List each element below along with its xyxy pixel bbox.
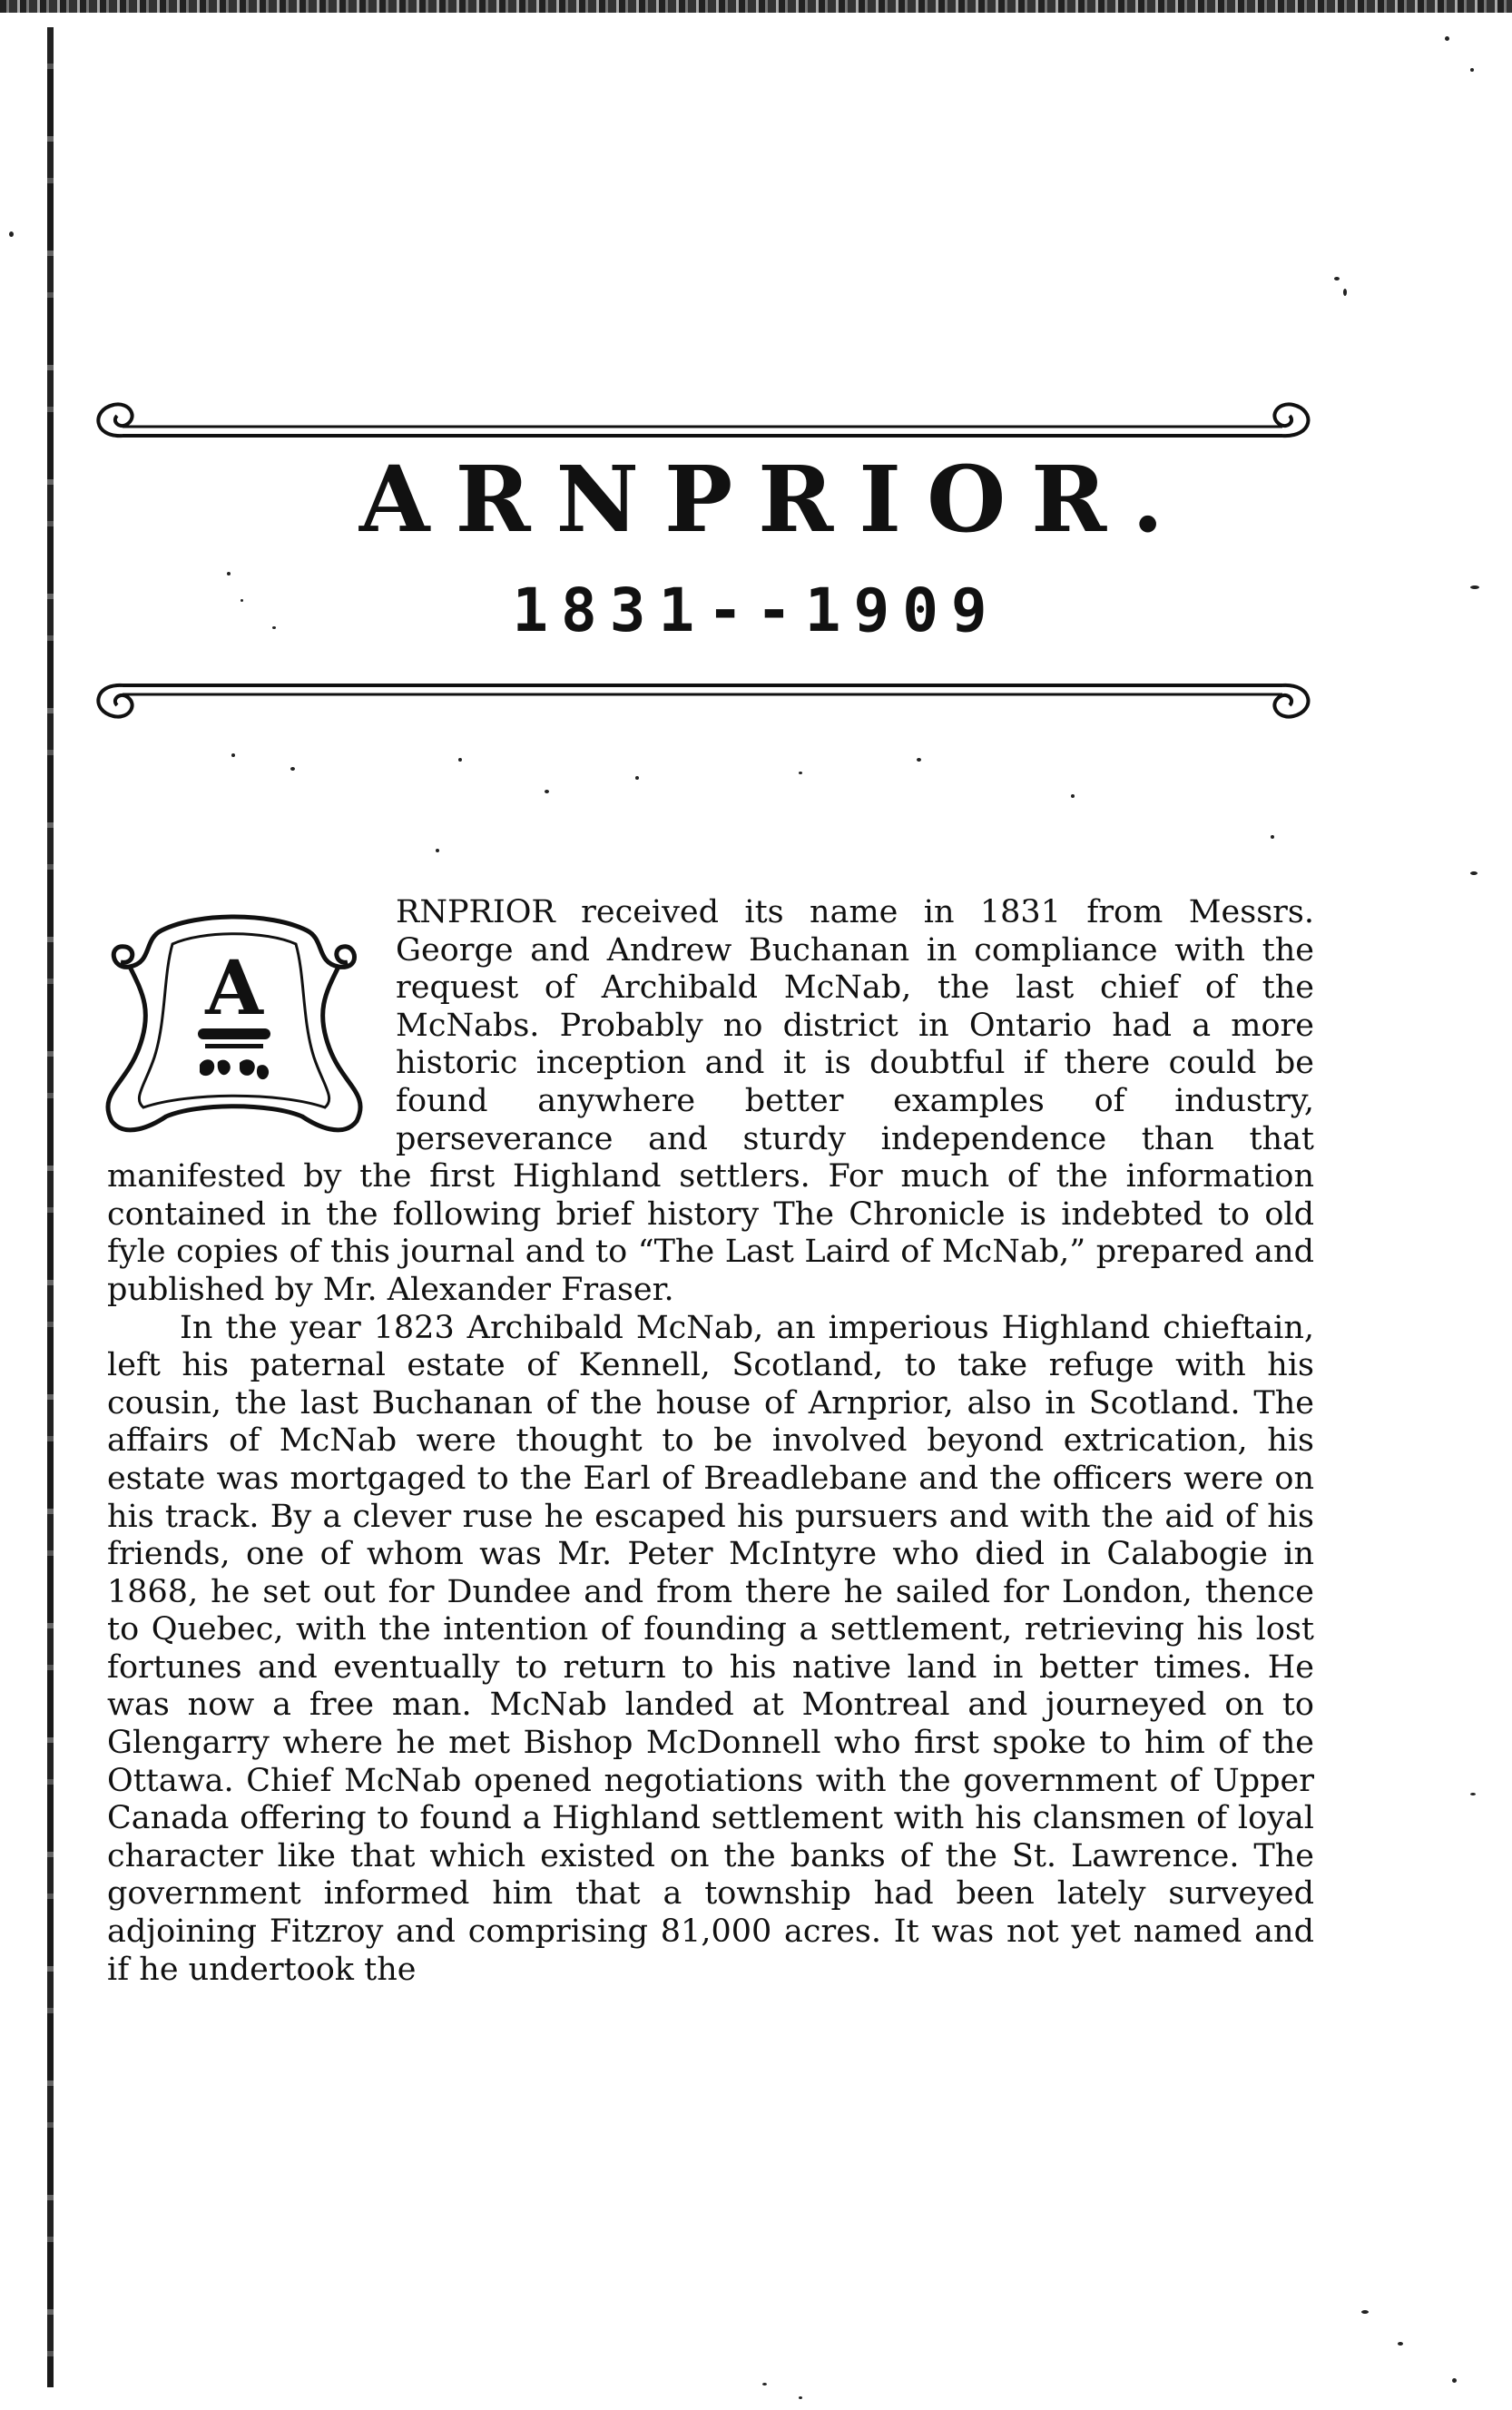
article-paragraph-2: In the year 1823 Archibald McNab, an imperious Highland chieftain, left his paternal estate of Kennell, Scotland, to take refuge with his cousin, the last Buchanan of the house of Arnprior, also in Scotland. The affairs of McNab were thought to be involved beyond extrication, his estate was mortgaged to the Earl of Breadlebane and the officers were on his track. By a clever ruse he escaped his pursuers and with the aid of his friends, one of whom was Mr. Peter McIntyre who died in Calabogie in 1868, he set out for Dundee and from there he sailed for London, thence to Quebec, with the intention of founding a settlement, retrieving his lost fortunes and eventually to return to his native land in better times. He was now a free man. McNab landed at Montreal and journeyed on to Glengarry where he met Bishop McDonnell who first spoke to him of the Ottawa. Chief McNab opened negotiations with the government of Upper Canada offering to found a Highland settlement with his clansmen of loyal character like that which existed on the banks of the St. Lawrence. The government informed him that a township had been lately surveyed adjoining Fitzroy and comprising 81,000 acres. It was not yet named and if he undertook the [107, 1309, 1314, 1988]
scan-speck [1470, 1793, 1476, 1795]
scan-speck [1334, 277, 1340, 280]
scan-speck [458, 758, 462, 762]
scan-speck [1470, 871, 1478, 875]
scan-speck [1445, 36, 1449, 41]
scan-speck [1271, 835, 1274, 839]
scan-speck [917, 758, 921, 762]
scan-speck [799, 772, 802, 774]
scan-speck [1398, 2342, 1403, 2346]
bottom-scroll-ornament [86, 667, 1321, 731]
scan-speck [231, 753, 235, 757]
drop-cap-letter: A [205, 945, 263, 1032]
scan-speck [1470, 68, 1474, 72]
scan-binding-edge [47, 27, 54, 2387]
scan-top-edge [0, 0, 1512, 13]
scan-speck [635, 776, 639, 780]
scan-speck [1343, 289, 1347, 296]
date-range: 1831--1909 [512, 575, 1000, 645]
scan-speck [545, 790, 549, 793]
scan-speck [799, 2396, 802, 2399]
scan-speck [436, 849, 439, 852]
scan-speck [1071, 794, 1075, 798]
scan-speck [1361, 2310, 1369, 2314]
scan-speck [227, 572, 231, 575]
scan-speck [9, 231, 14, 237]
paragraph-1-text: received its name in 1831 from Messrs. George and Andrew Buchanan in compliance with the request of Archibald McNab, the last chief of the McNabs. Probably no district in Ontario had a more historic inception and it is doubtful if there could be found anywhere better examples of industry, perseverance and sturdy independence than that manifested by the first Highland settlers. For much of the information contained in the following brief history The Chronicle is indebted to old fyle copies of this journal and to “The Last Laird of McNab,” prepared and published by Mr. Alexander Fraser. [107, 894, 1314, 1308]
lead-in-word: RNPRIOR [396, 894, 555, 930]
top-scroll-ornament [86, 390, 1321, 454]
scan-speck [762, 2383, 767, 2385]
drop-cap-space [107, 894, 396, 1148]
article-body [107, 894, 1314, 1989]
scan-speck [290, 767, 295, 771]
page-title: ARNPRIOR. [358, 446, 1190, 553]
scan-speck [1452, 2378, 1457, 2383]
